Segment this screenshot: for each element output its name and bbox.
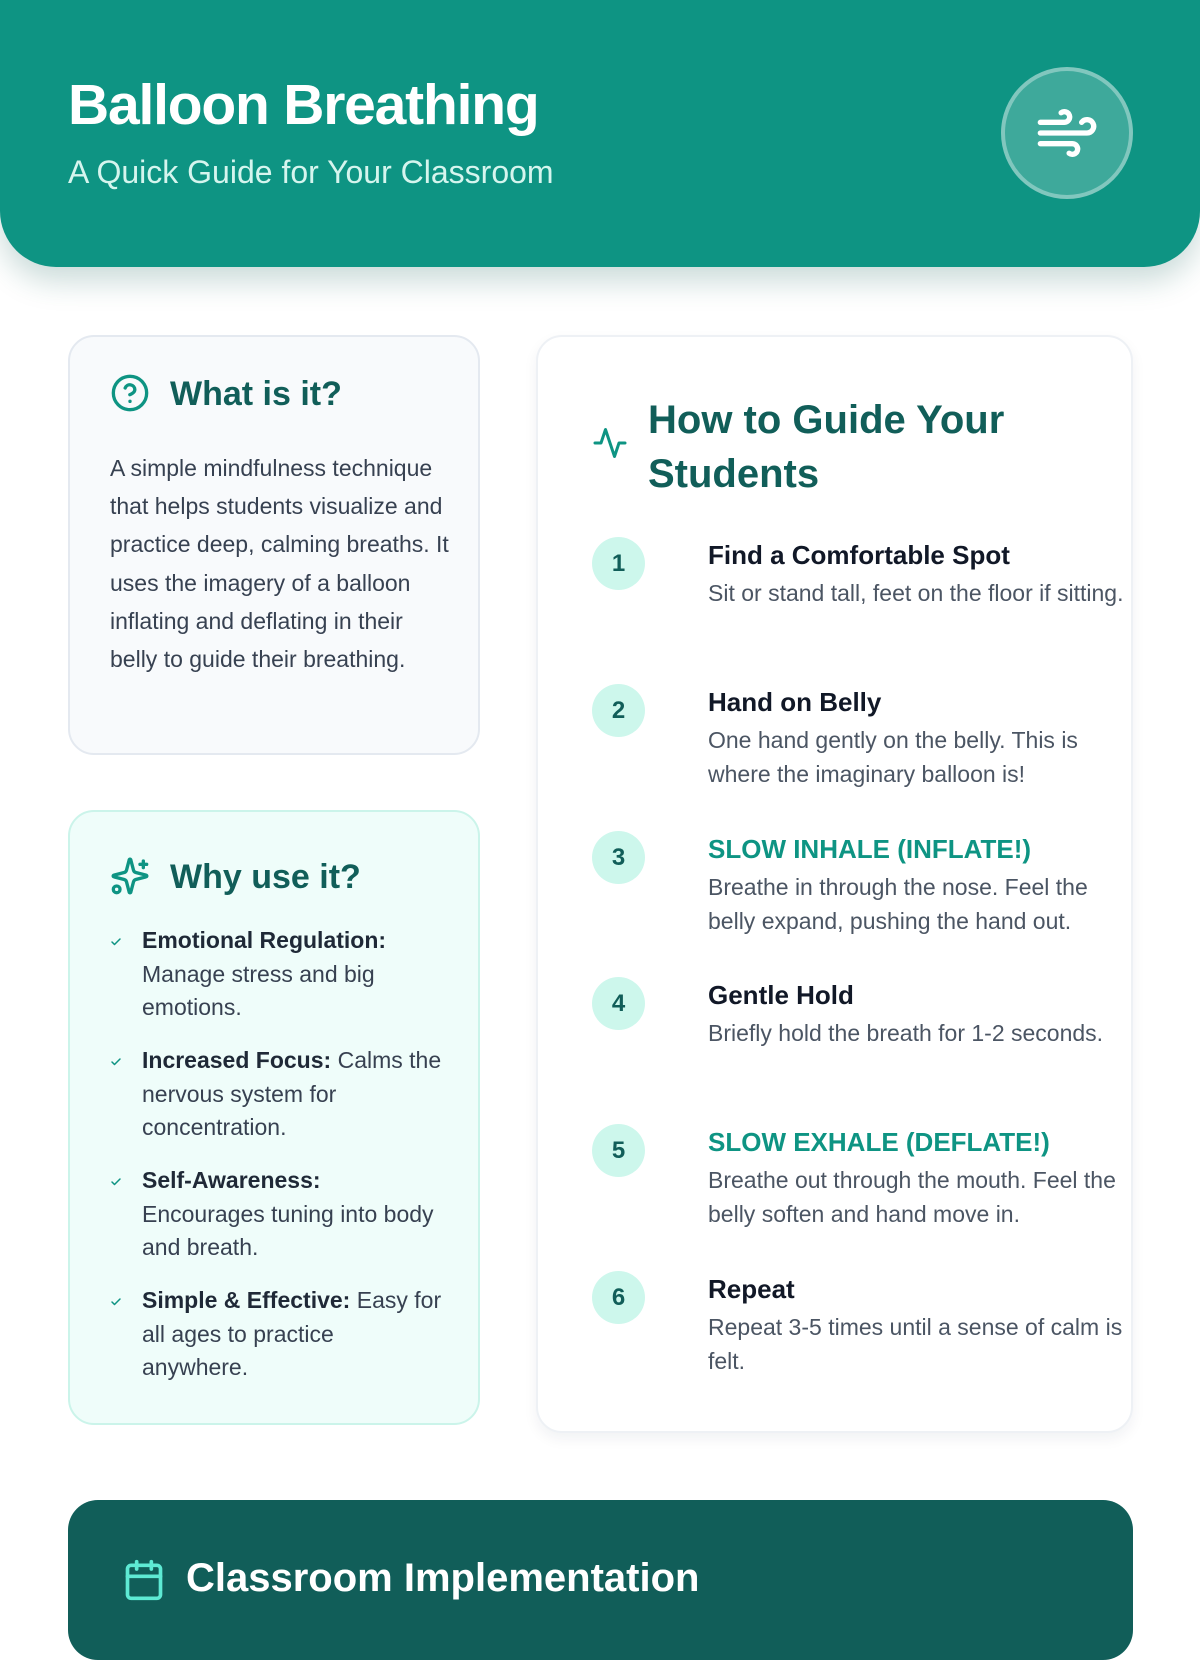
page-header	[0, 0, 1200, 267]
step-description: Breathe in through the nose. Feel the belly expand, pushing the hand out.	[708, 874, 1088, 934]
step-number: 4	[592, 977, 645, 1030]
how-title-line: How to Guide Your	[648, 398, 1005, 442]
page-title: Balloon Breathing	[68, 73, 539, 137]
calendar-icon	[122, 1558, 166, 1602]
check-icon	[110, 936, 122, 948]
question-circle-icon	[110, 373, 150, 413]
step-description: Breathe out through the mouth. Feel the belly soften and hand move in.	[708, 1167, 1116, 1227]
what-title: What is it?	[170, 375, 342, 413]
why-card	[68, 810, 480, 1425]
why-item-text: Easy for all ages to practice anywhere.	[142, 1287, 442, 1380]
page-subtitle: A Quick Guide for Your Classroom	[68, 154, 554, 190]
step-description: Sit or stand tall, feet on the floor if sitting.	[708, 580, 1124, 606]
step-title: Hand on Belly	[708, 687, 882, 717]
why-item-text: Manage stress and big emotions.	[142, 960, 375, 1020]
why-item-label: Increased Focus:	[142, 1047, 332, 1073]
how-title-line: Students	[648, 452, 820, 496]
wind-icon	[1035, 101, 1099, 165]
step-description: Repeat 3-5 times until a sense of calm is felt.	[708, 1314, 1123, 1374]
step-number: 5	[592, 1124, 645, 1177]
step-title: Find a Comfortable Spot	[708, 540, 1010, 570]
check-icon	[110, 1056, 122, 1068]
step-title: SLOW INHALE (INFLATE!)	[708, 834, 1032, 864]
why-item-label: Emotional Regulation:	[142, 927, 387, 953]
implementation-title: Classroom Implementation	[186, 1556, 700, 1600]
step-title: Repeat	[708, 1274, 795, 1304]
step-description: One hand gently on the belly. This is where the imaginary balloon is!	[708, 727, 1078, 787]
what-body: A simple mindfulness technique that helps students visualize and practice deep, calming breaths. It uses the imagery of a balloon inflating and deflating in their belly to guide their breathing.	[110, 455, 449, 673]
how-card	[536, 335, 1133, 1433]
step-number: 2	[592, 684, 645, 737]
step-title: Gentle Hold	[708, 980, 854, 1010]
why-item-text: Encourages tuning into body and breath.	[142, 1200, 434, 1260]
header-badge	[1001, 67, 1133, 199]
step-number: 6	[592, 1271, 645, 1324]
activity-icon	[592, 425, 628, 461]
implementation-panel	[68, 1500, 1133, 1660]
sparkles-icon	[110, 856, 150, 896]
what-card	[68, 335, 480, 755]
check-icon	[110, 1176, 122, 1188]
step-title: SLOW EXHALE (DEFLATE!)	[708, 1127, 1050, 1157]
why-title: Why use it?	[170, 858, 361, 896]
step-description: Briefly hold the breath for 1-2 seconds.	[708, 1020, 1104, 1046]
how-title	[648, 393, 1004, 501]
why-item-label: Self-Awareness:	[142, 1167, 321, 1193]
check-icon	[110, 1296, 122, 1308]
why-item-label: Simple & Effective:	[142, 1287, 351, 1313]
step-number: 3	[592, 831, 645, 884]
step-number: 1	[592, 537, 645, 590]
why-item-text: Calms the nervous system for concentration.	[142, 1047, 442, 1140]
